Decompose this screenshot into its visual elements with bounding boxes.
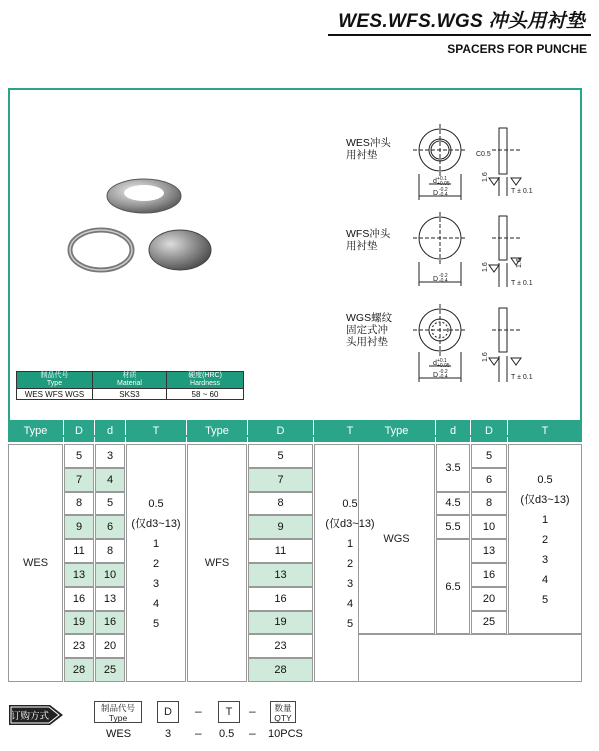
svg-text:D: D [433,190,439,197]
t-value: 0.5 [537,473,553,486]
wfs-drawing [413,212,521,287]
table-cell: 13 [64,563,94,587]
page-title: WES.WFS.WGS 冲头用衬垫 [338,11,585,32]
t-value: 2 [346,557,354,570]
header-D: D [64,420,94,442]
svg-text:1.6: 1.6 [482,172,489,182]
svg-text:T ± 0.1: T ± 0.1 [511,280,533,287]
table-cell: 19 [64,611,94,635]
table-cell: 23 [248,634,313,658]
page-subtitle: SPACERS FOR PUNCHE [447,42,587,56]
svg-text:D: D [433,372,439,379]
table-cell: 25 [471,611,507,635]
table-cell: 6 [95,515,125,539]
wgs-drawing [413,304,521,382]
wgs-label [346,312,392,348]
table-cell: 16 [95,611,125,635]
spacer-photo [70,179,211,270]
mat-header-hardness: 硬度(HRC) Hardness [167,372,244,389]
table-cell: 6 [471,468,507,492]
table-cell: 10 [471,515,507,539]
table-cell: 8 [64,492,94,516]
table-cell: 28 [64,658,94,682]
wes-label-line: WES冲头 [346,137,391,149]
order-dash: – [195,726,202,740]
table-cell: 25 [95,658,125,682]
t-value: (仅d3~13) [520,493,570,506]
table-cell: 13 [95,587,125,611]
table-cell: 10 [95,563,125,587]
header-T: T [126,420,186,442]
t-values-wgs [508,470,582,610]
wfs-label-line: 用衬垫 [346,240,378,252]
wgs-empty-area [358,634,582,682]
table-cell: 9 [64,515,94,539]
t-value: 2 [152,557,160,570]
svg-text:d: d [433,360,437,367]
svg-text:-0.4: -0.4 [439,192,448,198]
t-value: (仅d3~13) [325,517,375,530]
table-cell: 8 [95,539,125,563]
order-value-D: 3 [165,728,172,740]
wgs-label-line: 头用衬垫 [346,336,388,348]
svg-text:d: d [433,178,437,185]
table-cell: 20 [95,634,125,658]
svg-text:-0.2: -0.2 [439,369,448,375]
order-value-T: 0.5 [219,728,235,740]
table-cell: 13 [248,563,313,587]
order-value-qty: 10PCS [268,728,303,740]
type-cell-wgs: WGS [358,444,435,634]
header-D: D [248,420,313,442]
mat-header-material: 材质 Material [93,372,167,389]
t-value: 4 [346,597,354,610]
svg-text:T ± 0.1: T ± 0.1 [511,374,533,381]
wgs-label-line: WGS螺纹 [346,312,393,324]
wes-label [346,137,391,161]
svg-text:D: D [433,276,439,283]
table-cell: 9 [248,515,313,539]
table-cell: 11 [248,539,313,563]
order-field-T: T [218,701,240,723]
t-value: 3 [152,577,160,590]
svg-text:T ± 0.1: T ± 0.1 [511,188,533,195]
svg-text:1.6: 1.6 [516,258,523,268]
svg-text:+0.1: +0.1 [437,358,447,364]
t-values-wes [126,494,186,634]
svg-text:1.6: 1.6 [482,352,489,362]
order-badge: 订购方式 [11,711,50,722]
dimension-texts [433,151,533,381]
order-field-qty: 数量 QTY [270,701,296,723]
table-cell: 4 [95,468,125,492]
svg-text:-0.4: -0.4 [439,278,448,284]
t-value: 3 [541,553,549,566]
t-value: 2 [541,533,549,546]
header-T: T [314,420,386,442]
material-table [16,371,244,400]
svg-text:+0.1: +0.1 [437,176,447,182]
header-T: T [508,420,582,442]
mat-cell-hardness: 58 ~ 60 [167,389,244,400]
spec-table [8,420,582,684]
table-cell: 28 [248,658,313,682]
t-value: 4 [152,597,160,610]
t-value: 1 [152,537,160,550]
wes-label-line: 用衬垫 [346,149,378,161]
order-dash: – [195,704,202,718]
header-type: Type [358,420,435,442]
table-cell: 23 [64,634,94,658]
table-cell: 19 [248,611,313,635]
table-cell: 5 [248,444,313,468]
mat-header-type: 制品代号 Type [17,372,93,389]
header-d: d [436,420,470,442]
table-cell: 5 [95,492,125,516]
table-cell: 3 [95,444,125,468]
order-field-D: D [157,701,179,723]
t-value: 3 [346,577,354,590]
t-value: 4 [541,573,549,586]
table-cell: 16 [248,587,313,611]
table-cell: 8 [248,492,313,516]
mat-cell-material: SKS3 [93,389,167,400]
table-cell: 13 [471,539,507,563]
header-d: d [95,420,125,442]
t-value: (仅d3~13) [131,517,181,530]
t-value: 5 [541,593,549,606]
t-value: 1 [346,537,354,550]
svg-text:+0.05: +0.05 [437,181,450,187]
header-type: Type [8,420,63,442]
table-cell: 3.5 [436,444,470,492]
table-cell: 16 [471,563,507,587]
order-value-type: WES [106,728,132,740]
t-value: 5 [346,617,354,630]
table-cell: 16 [64,587,94,611]
type-cell-wes: WES [8,444,63,682]
wfs-label [346,228,390,252]
t-value: 0.5 [342,497,358,510]
table-cell: 8 [471,492,507,516]
svg-text:-0.4: -0.4 [439,374,448,380]
svg-text:-0.2: -0.2 [439,187,448,193]
table-cell: 4.5 [436,492,470,516]
svg-text:-0.2: -0.2 [439,273,448,279]
wes-drawing [413,124,521,200]
table-cell: 5.5 [436,515,470,539]
header-type: Type [187,420,247,442]
table-cell: 7 [248,468,313,492]
svg-text:1.6: 1.6 [482,262,489,272]
table-cell: 6.5 [436,539,470,634]
table-cell: 7 [64,468,94,492]
table-cell: 5 [471,444,507,468]
t-value: 1 [541,513,549,526]
order-dash: – [249,726,256,740]
table-cell: 5 [64,444,94,468]
type-cell-wfs: WFS [187,444,247,682]
wgs-label-line: 固定式冲 [346,324,388,336]
t-values-wfs [314,494,386,634]
wfs-label-line: WFS冲头 [346,228,391,240]
t-value: 5 [152,617,160,630]
svg-text:+0.05: +0.05 [437,363,450,369]
table-cell: 20 [471,587,507,611]
mat-cell-type: WES WFS WGS [17,389,93,400]
order-dash: – [249,704,256,718]
t-value: 0.5 [148,497,164,510]
table-cell: 11 [64,539,94,563]
header-D: D [471,420,507,442]
order-field-type: 制品代号 Type [94,701,142,723]
svg-text:C0.5: C0.5 [476,151,491,158]
